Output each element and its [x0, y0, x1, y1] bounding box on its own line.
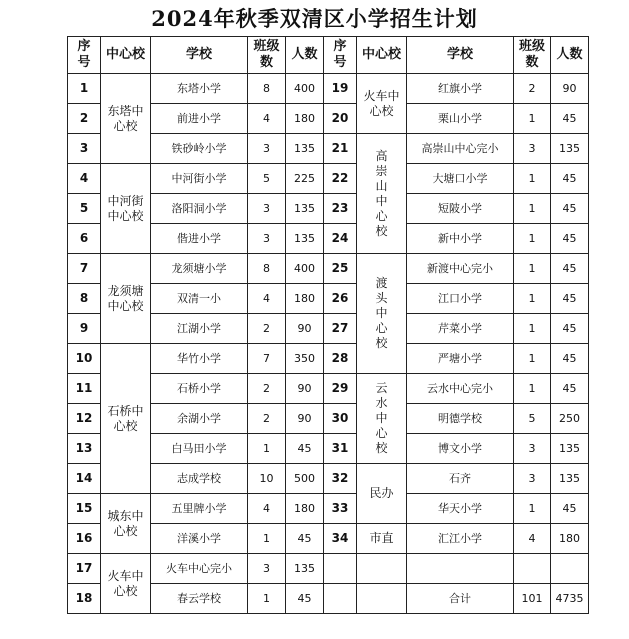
row-number: 7: [68, 254, 101, 284]
class-count: 1: [514, 224, 551, 254]
student-count: 180: [286, 494, 324, 524]
student-count: 45: [286, 434, 324, 464]
student-count: 135: [551, 134, 589, 164]
school-name: 白马田小学: [151, 434, 248, 464]
school-name: 双清一小: [151, 284, 248, 314]
school-name: 新渡中心完小: [407, 254, 514, 284]
student-count: 135: [286, 554, 324, 584]
school-name: 铁砂岭小学: [151, 134, 248, 164]
student-count: 45: [286, 524, 324, 554]
row-number: 12: [68, 404, 101, 434]
school-name: 前进小学: [151, 104, 248, 134]
school-name: 中河街小学: [151, 164, 248, 194]
class-count: 1: [514, 284, 551, 314]
class-count: 3: [248, 554, 286, 584]
row-number: 8: [68, 284, 101, 314]
student-count: 90: [551, 74, 589, 104]
class-count: 1: [514, 104, 551, 134]
school-name: 春云学校: [151, 584, 248, 614]
school-name: 江口小学: [407, 284, 514, 314]
row-number: 25: [324, 254, 357, 284]
school-name: 五里牌小学: [151, 494, 248, 524]
school-name: 汇江小学: [407, 524, 514, 554]
row-number: 27: [324, 314, 357, 344]
row-number: 18: [68, 584, 101, 614]
row-number: 33: [324, 494, 357, 524]
school-name: 严塘小学: [407, 344, 514, 374]
student-count: 250: [551, 404, 589, 434]
table-row: [68, 554, 589, 584]
row-number: 17: [68, 554, 101, 584]
row-number: 15: [68, 494, 101, 524]
class-count: 4: [514, 524, 551, 554]
center-school-cell: 渡头中心校: [357, 254, 407, 374]
empty-cell: [357, 584, 407, 614]
student-count: 45: [551, 224, 589, 254]
center-school-cell: 火车中心校: [101, 554, 151, 614]
class-count: 1: [248, 524, 286, 554]
center-school-cell: 火车中心校: [357, 74, 407, 134]
school-name: 博文小学: [407, 434, 514, 464]
row-number: 2: [68, 104, 101, 134]
header-classes: 班级数: [514, 37, 551, 74]
student-count: 135: [551, 464, 589, 494]
school-name: 偕进小学: [151, 224, 248, 254]
table-row: [68, 254, 589, 284]
center-school-cell: 市直: [357, 524, 407, 554]
row-number: 6: [68, 224, 101, 254]
school-name: 华天小学: [407, 494, 514, 524]
class-count: 2: [514, 74, 551, 104]
empty-cell: [324, 584, 357, 614]
student-count: 350: [286, 344, 324, 374]
header-students: 人数: [286, 37, 324, 74]
class-count: 5: [248, 164, 286, 194]
class-count: 7: [248, 344, 286, 374]
class-count: 8: [248, 254, 286, 284]
center-school-cell: 高崇山中心校: [357, 134, 407, 254]
school-name: 栗山小学: [407, 104, 514, 134]
class-count: 4: [248, 104, 286, 134]
class-count: 4: [248, 284, 286, 314]
row-number: 5: [68, 194, 101, 224]
row-number: 28: [324, 344, 357, 374]
school-name: 云水中心完小: [407, 374, 514, 404]
empty-cell: [357, 554, 407, 584]
school-name: 洋溪小学: [151, 524, 248, 554]
row-number: 30: [324, 404, 357, 434]
empty-cell: [407, 554, 514, 584]
table-row: [68, 494, 589, 524]
school-name: 大塘口小学: [407, 164, 514, 194]
school-name: 新中小学: [407, 224, 514, 254]
student-count: 45: [551, 344, 589, 374]
header-school: 学校: [151, 37, 248, 74]
class-count: 5: [514, 404, 551, 434]
school-name: 红旗小学: [407, 74, 514, 104]
student-count: 180: [286, 284, 324, 314]
row-number: 14: [68, 464, 101, 494]
header-no: 序号: [68, 37, 101, 74]
row-number: 24: [324, 224, 357, 254]
row-number: 31: [324, 434, 357, 464]
student-count: 45: [551, 314, 589, 344]
center-school-cell: 龙须塘中心校: [101, 254, 151, 344]
header-school: 学校: [407, 37, 514, 74]
class-count: 1: [514, 494, 551, 524]
class-count: 1: [248, 584, 286, 614]
header-center: 中心校: [357, 37, 407, 74]
header-row: [68, 37, 589, 74]
center-school-cell: 城东中心校: [101, 494, 151, 554]
class-count: 3: [514, 464, 551, 494]
row-number: 22: [324, 164, 357, 194]
school-name: 华竹小学: [151, 344, 248, 374]
class-count: 1: [248, 434, 286, 464]
student-count: 45: [551, 374, 589, 404]
school-name: 余湖小学: [151, 404, 248, 434]
student-count: 45: [551, 194, 589, 224]
row-number: 13: [68, 434, 101, 464]
header-no: 序号: [324, 37, 357, 74]
student-count: 45: [551, 494, 589, 524]
student-count: 90: [286, 404, 324, 434]
class-count: 2: [248, 404, 286, 434]
row-number: 21: [324, 134, 357, 164]
empty-cell: [514, 554, 551, 584]
enrollment-table: [67, 36, 589, 614]
school-name: 高崇山中心完小: [407, 134, 514, 164]
student-count: 90: [286, 374, 324, 404]
row-number: 11: [68, 374, 101, 404]
school-name: 火车中心完小: [151, 554, 248, 584]
school-name: 江湖小学: [151, 314, 248, 344]
class-count: 3: [514, 434, 551, 464]
class-count: 3: [248, 134, 286, 164]
class-count: 1: [514, 194, 551, 224]
class-count: 3: [248, 194, 286, 224]
row-number: 29: [324, 374, 357, 404]
row-number: 9: [68, 314, 101, 344]
school-name: 志成学校: [151, 464, 248, 494]
student-count: 135: [286, 194, 324, 224]
student-count: 45: [551, 254, 589, 284]
school-name: 石齐: [407, 464, 514, 494]
class-count: 1: [514, 164, 551, 194]
header-classes: 班级数: [248, 37, 286, 74]
table-row: [68, 164, 589, 194]
class-count: 8: [248, 74, 286, 104]
center-school-cell: 民办: [357, 464, 407, 524]
student-count: 225: [286, 164, 324, 194]
row-number: 23: [324, 194, 357, 224]
student-count: 135: [551, 434, 589, 464]
class-count: 2: [248, 314, 286, 344]
center-school-cell: 石桥中心校: [101, 344, 151, 494]
class-count: 4: [248, 494, 286, 524]
school-name: 短陂小学: [407, 194, 514, 224]
total-label: 合计: [407, 584, 514, 614]
class-count: 1: [514, 374, 551, 404]
school-name: 芹菜小学: [407, 314, 514, 344]
student-count: 135: [286, 224, 324, 254]
student-count: 180: [286, 104, 324, 134]
class-count: 1: [514, 344, 551, 374]
student-count: 400: [286, 254, 324, 284]
row-number: 3: [68, 134, 101, 164]
student-count: 45: [286, 584, 324, 614]
school-name: 龙须塘小学: [151, 254, 248, 284]
class-count: 3: [248, 224, 286, 254]
row-number: 26: [324, 284, 357, 314]
total-classes: 101: [514, 584, 551, 614]
student-count: 135: [286, 134, 324, 164]
row-number: 32: [324, 464, 357, 494]
center-school-cell: 东塔中心校: [101, 74, 151, 164]
row-number: 4: [68, 164, 101, 194]
row-number: 20: [324, 104, 357, 134]
class-count: 2: [248, 374, 286, 404]
page-title: 2024年秋季双清区小学招生计划: [151, 6, 478, 31]
class-count: 10: [248, 464, 286, 494]
student-count: 45: [551, 284, 589, 314]
center-school-cell: 云水中心校: [357, 374, 407, 464]
school-name: 洛阳洞小学: [151, 194, 248, 224]
row-number: 16: [68, 524, 101, 554]
row-number: 10: [68, 344, 101, 374]
row-number: 34: [324, 524, 357, 554]
student-count: 90: [286, 314, 324, 344]
school-name: 明德学校: [407, 404, 514, 434]
class-count: 1: [514, 254, 551, 284]
table-row: [68, 74, 589, 104]
student-count: 45: [551, 104, 589, 134]
header-center: 中心校: [101, 37, 151, 74]
school-name: 石桥小学: [151, 374, 248, 404]
student-count: 400: [286, 74, 324, 104]
student-count: 180: [551, 524, 589, 554]
student-count: 45: [551, 164, 589, 194]
center-school-cell: 中河街中心校: [101, 164, 151, 254]
row-number: 19: [324, 74, 357, 104]
school-name: 东塔小学: [151, 74, 248, 104]
header-students: 人数: [551, 37, 589, 74]
empty-cell: [551, 554, 589, 584]
row-number: 1: [68, 74, 101, 104]
student-count: 500: [286, 464, 324, 494]
total-students: 4735: [551, 584, 589, 614]
class-count: 1: [514, 314, 551, 344]
empty-cell: [324, 554, 357, 584]
class-count: 3: [514, 134, 551, 164]
table-row: [68, 344, 589, 374]
